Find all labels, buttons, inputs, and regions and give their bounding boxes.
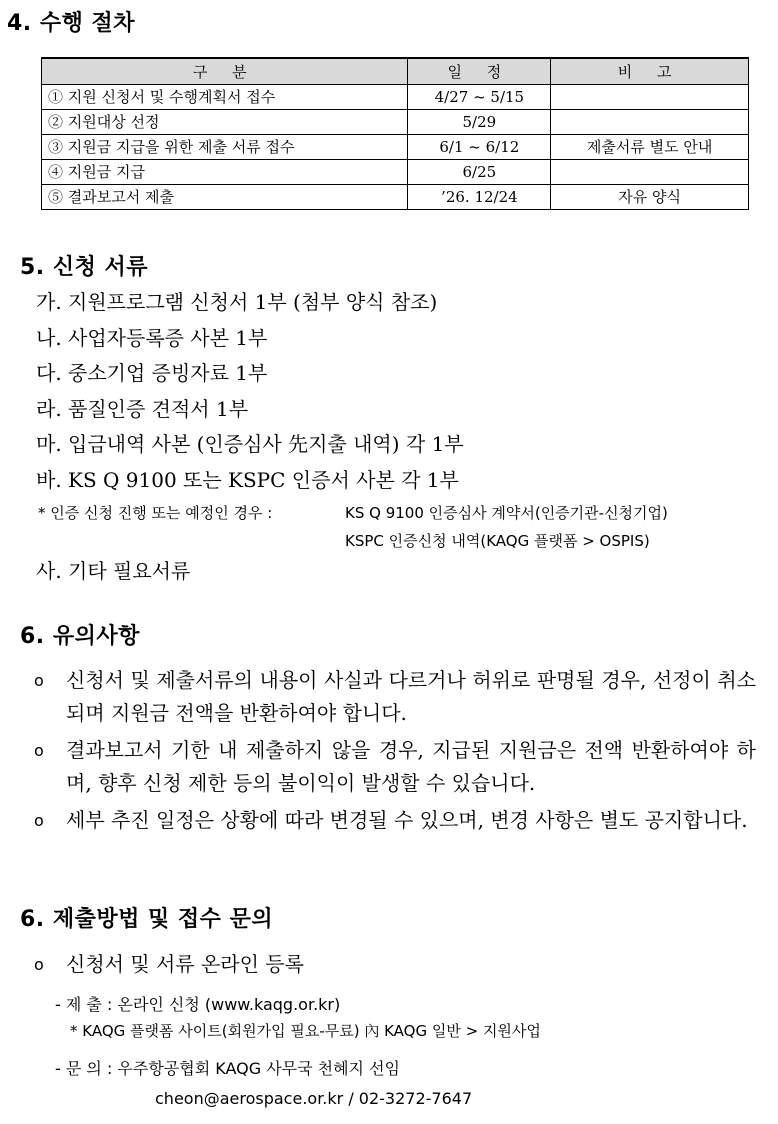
row-schedule: 4/27 ~ 5/15 (408, 84, 551, 109)
row-note (551, 159, 749, 184)
table-row (42, 159, 749, 184)
document-list-last (36, 554, 190, 590)
row-note (551, 84, 749, 109)
row-note: 자유 양식 (551, 184, 749, 209)
table-row (42, 84, 749, 109)
row-item: ① 지원 신청서 및 수행계획서 접수 (42, 84, 408, 109)
list-item: 가. 지원프로그램 신청서 1부 (첨부 양식 참조) (36, 290, 438, 314)
table-row (42, 184, 749, 209)
notice-bullet (34, 734, 756, 800)
submission-line: - 제 출 : 온라인 신청 (www.kaqg.or.kr) (55, 995, 341, 1014)
list-item: 나. 사업자등록증 사본 1부 (36, 325, 268, 350)
row-item: ⑤ 결과보고서 제출 (42, 184, 408, 209)
row-note: 제출서류 별도 안내 (551, 134, 749, 159)
row-schedule: 6/25 (408, 159, 551, 184)
document-list (36, 285, 464, 498)
submission-note: * KAQG 플랫폼 사이트(회원가입 필요-무료) 內 KAQG 일반 > 지원사업 (70, 1022, 541, 1040)
row-schedule: ’26. 12/24 (408, 184, 551, 209)
bullet-text: 세부 추진 일정은 상황에 따라 변경될 수 있으며, 변경 사항은 별도 공지합니다. (66, 808, 748, 832)
contact-line: - 문 의 : 우주항공협회 KAQG 사무국 천혜지 선임 (55, 1059, 401, 1078)
certification-note-line-1: KS Q 9100 인증심사 계약서(인증기관-신청기업) (345, 504, 668, 522)
section-submission-heading: 6. 제출방법 및 접수 문의 (20, 907, 274, 932)
row-schedule: 6/1 ~ 6/12 (408, 134, 551, 159)
row-item: ② 지원대상 선정 (42, 109, 408, 134)
notice-bullet (34, 804, 756, 837)
section-6-heading: 6. 유의사항 (20, 624, 140, 649)
contact-email: cheon@aerospace.or.kr / 02-3272-7647 (155, 1089, 473, 1108)
submission-bullet (34, 948, 756, 981)
list-item: 라. 품질인증 견적서 1부 (36, 396, 249, 421)
bullet-marker: o (34, 741, 44, 760)
col-header-schedule: 일 정 (408, 58, 551, 84)
section-5-heading: 5. 신청 서류 (20, 255, 148, 280)
bullet-text: 신청서 및 서류 온라인 등록 (66, 952, 304, 976)
schedule-table (41, 57, 749, 210)
table-header-row (42, 58, 749, 84)
col-header-category: 구 분 (42, 58, 408, 84)
certification-note-line-2: KSPC 인증신청 내역(KAQG 플랫폼 > OSPIS) (345, 532, 650, 550)
list-item: 마. 입금내역 사본 (인증심사 先지출 내역) 각 1부 (36, 432, 464, 456)
row-item: ④ 지원금 지급 (42, 159, 408, 184)
list-item: 다. 중소기업 증빙자료 1부 (36, 361, 268, 385)
section-4-heading: 4. 수행 절차 (7, 11, 135, 36)
list-item: 사. 기타 필요서류 (36, 559, 191, 583)
table-row (42, 109, 749, 134)
bullet-marker: o (34, 955, 44, 974)
table-row (42, 134, 749, 159)
bullet-text: 신청서 및 제출서류의 내용이 사실과 다르거나 허위로 판명될 경우, 선정이 취소되며 지원금 전액을 반환하여야 합니다. (66, 668, 756, 725)
row-item: ③ 지원금 지급을 위한 제출 서류 접수 (42, 134, 408, 159)
bullet-marker: o (34, 671, 44, 690)
row-schedule: 5/29 (408, 109, 551, 134)
notice-bullet (34, 664, 756, 730)
certification-note-label: * 인증 신청 진행 또는 예정인 경우 : (38, 504, 273, 522)
bullet-marker: o (34, 811, 44, 830)
bullet-text: 결과보고서 기한 내 제출하지 않을 경우, 지급된 지원금은 전액 반환하여야 하며, 향후 신청 제한 등의 불이익이 발생할 수 있습니다. (66, 738, 756, 795)
list-item: 바. KS Q 9100 또는 KSPC 인증서 사본 각 1부 (36, 467, 459, 492)
row-note (551, 109, 749, 134)
col-header-remarks: 비 고 (551, 58, 749, 84)
